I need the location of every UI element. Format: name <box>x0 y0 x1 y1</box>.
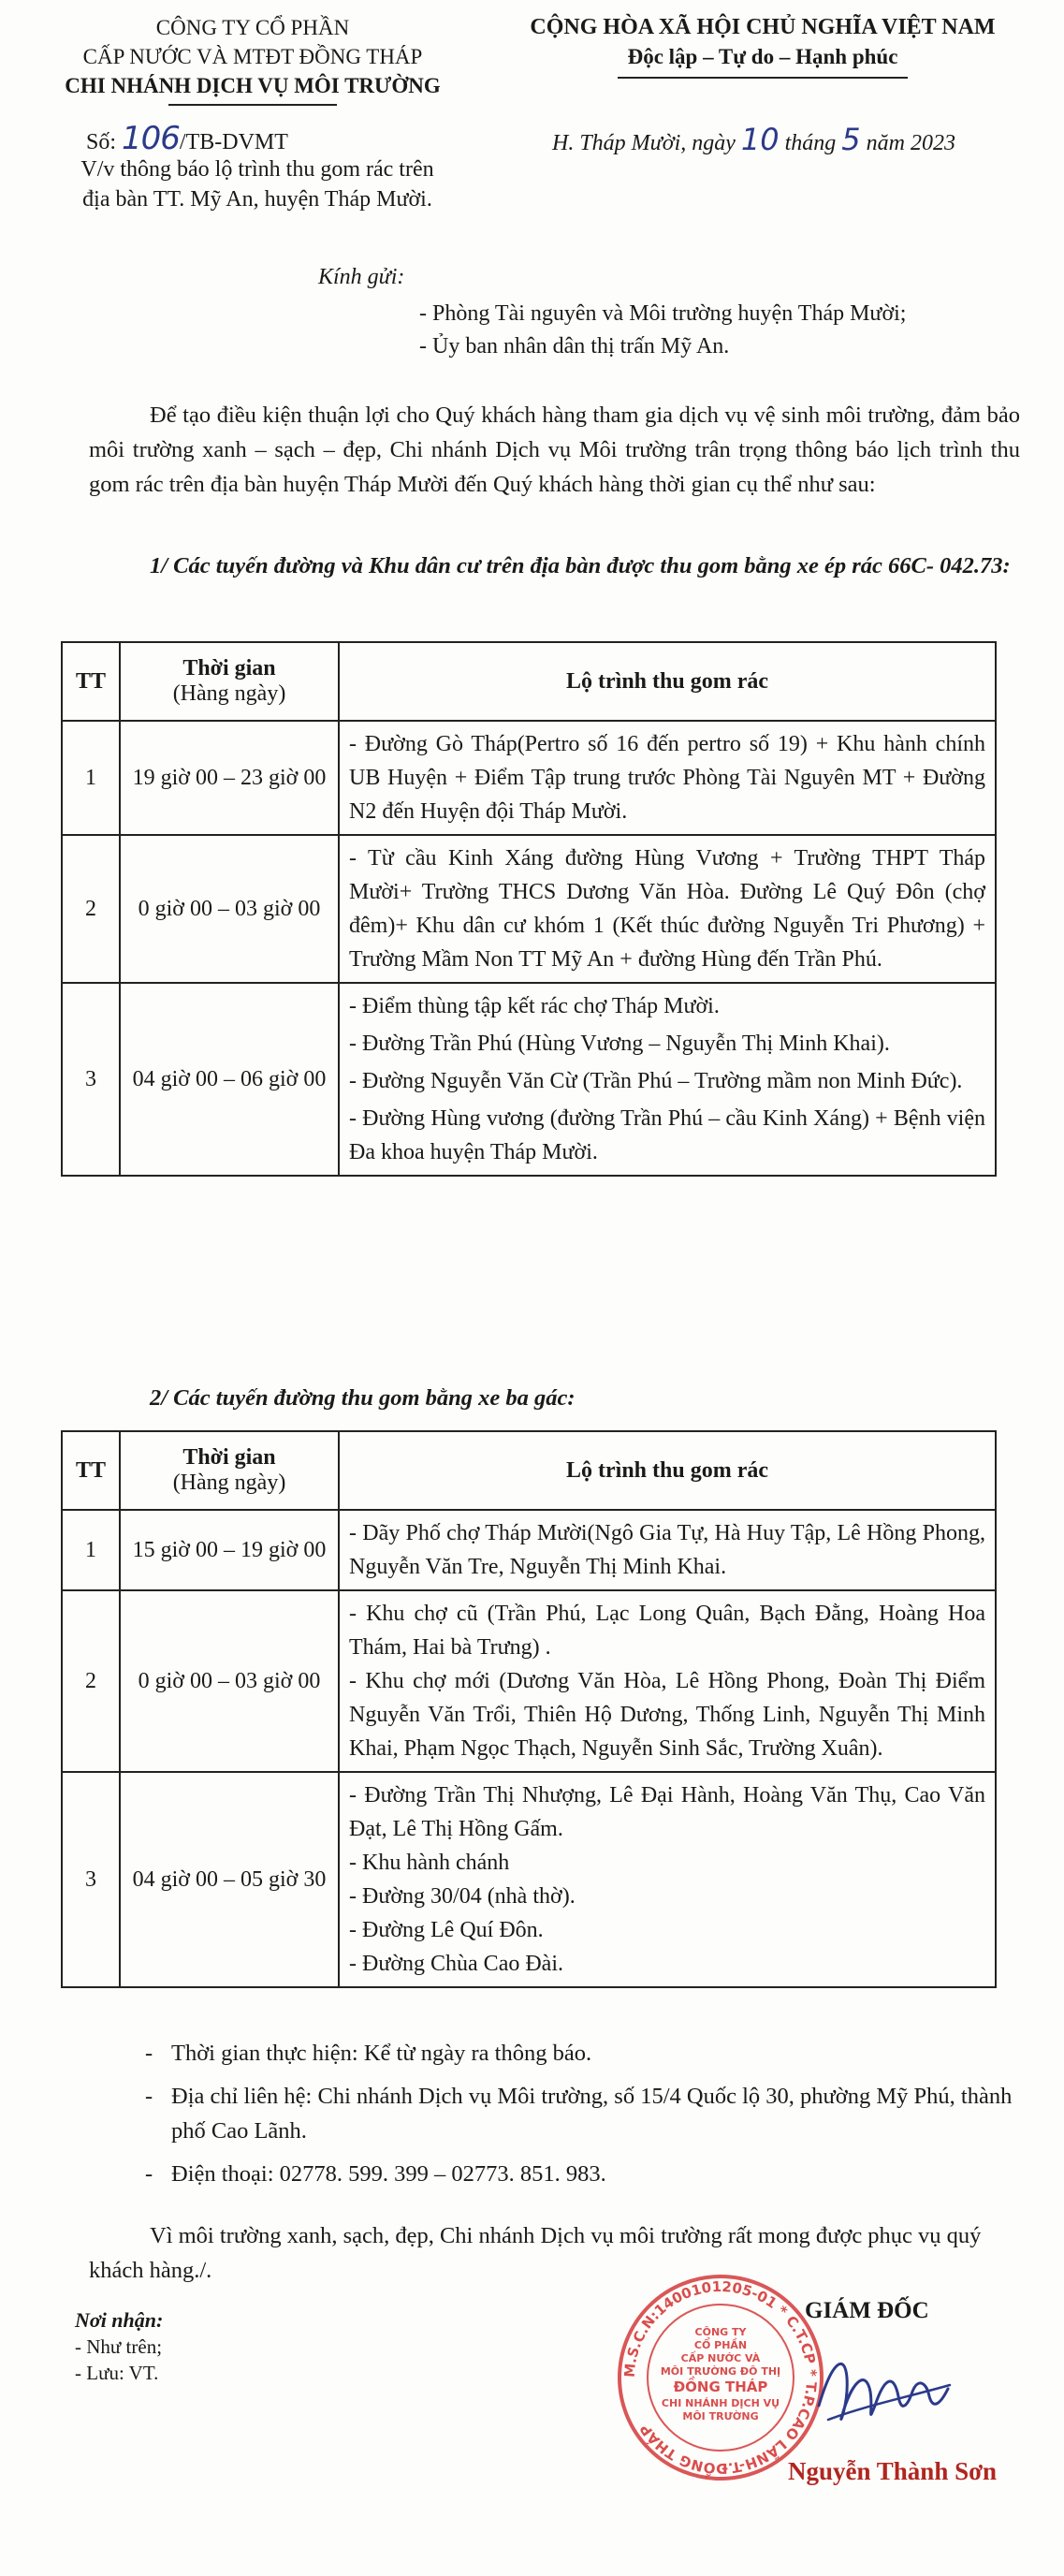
stamp-line: ĐỒNG THÁP <box>673 2378 768 2395</box>
nation-title: CỘNG HÒA XÃ HỘI CHỦ NGHĨA VIỆT NAM <box>530 15 996 39</box>
org-underline <box>168 104 337 106</box>
row-number: 3 <box>62 983 120 1176</box>
number-prefix: Số: <box>86 130 123 154</box>
recipients-label: Kính gửi: <box>318 265 405 289</box>
col-time-header <box>120 1431 339 1510</box>
schedule-table-1 <box>61 641 997 1177</box>
subject-line-1: V/v thông báo lộ trình thu gom rác trên <box>80 157 434 182</box>
row-route <box>339 1772 996 1987</box>
row-time: 19 giờ 00 – 23 giờ 00 <box>120 721 339 835</box>
date-month: 5 <box>841 122 861 157</box>
col-time-sub: (Hàng ngày) <box>172 1471 286 1495</box>
number-handwritten: 106 <box>122 120 180 157</box>
receiver-item: - Lưu: VT. <box>75 2362 159 2384</box>
recipients-list <box>419 298 906 363</box>
row-time: 15 giờ 00 – 19 giờ 00 <box>120 1510 339 1590</box>
nation-motto: Độc lập – Tự do – Hạnh phúc <box>627 45 898 68</box>
row-route <box>339 983 996 1176</box>
schedule-table-2 <box>61 1430 997 1988</box>
col-route-header: Lộ trình thu gom rác <box>339 1431 996 1510</box>
note-item <box>145 2157 1025 2191</box>
document-number <box>86 120 288 157</box>
row-route <box>339 721 996 835</box>
stamp-line: MÔI TRƯỜNG ĐÔ THỊ <box>660 2365 781 2378</box>
signature-title: GIÁM ĐỐC <box>805 2298 929 2323</box>
table-row <box>62 1590 996 1772</box>
org-line-3: CHI NHÁNH DỊCH VỤ MÔI TRƯỜNG <box>65 74 441 97</box>
recipient-item: - Phòng Tài nguyên và Môi trường huyện Tháp Mười; <box>419 301 907 326</box>
note-item <box>145 2036 1025 2071</box>
route-line: - Đường Trần Phú (Hùng Vương – Nguyễn Thị Minh Khai). <box>349 1032 890 1056</box>
route-line: - Đường 30/04 (nhà thờ). <box>349 1884 576 1909</box>
route-line: - Đường Trần Thị Nhượng, Lê Đại Hành, Hoàng Văn Thụ, Cao Văn Đạt, Lê Thị Hồng Gấm. <box>349 1783 985 1841</box>
row-route <box>339 835 996 983</box>
receivers-title: Nơi nhận: <box>75 2308 164 2332</box>
date-day: 10 <box>740 122 780 157</box>
table-header-row <box>62 642 996 721</box>
date-line <box>552 122 955 157</box>
row-time: 04 giờ 00 – 05 giờ 30 <box>120 1772 339 1987</box>
note-text: Điện thoại: 02778. 599. 399 – 02773. 851. 983. <box>171 2161 606 2187</box>
col-tt-header: TT <box>62 1431 120 1510</box>
note-text: Thời gian thực hiện: Kể từ ngày ra thông báo. <box>171 2041 592 2066</box>
stamp-line: CỔ PHẦN <box>693 2339 748 2351</box>
row-number: 3 <box>62 1772 120 1987</box>
bullet-dash: - <box>145 2084 153 2109</box>
closing-paragraph: Vì môi trường xanh, sạch, đẹp, Chi nhánh Dịch vụ môi trường rất mong được phục vụ quý khách hàng./. <box>89 2223 982 2283</box>
org-line-2: CẤP NƯỚC VÀ MTĐT ĐỒNG THÁP <box>82 45 423 68</box>
row-number: 1 <box>62 721 120 835</box>
bullet-dash: - <box>145 2041 153 2066</box>
intro-paragraph: Để tạo điều kiện thuận lợi cho Quý khách hàng tham gia dịch vụ vệ sinh môi trường, đảm bảo môi trường xanh – sạch – đẹp, Chi nhánh Dịch vụ Môi trường trân trọng thông báo lịch trình thu gom rác trên địa bàn huyện Tháp Mười đến Quý khách hàng thời gian cụ thể như sau: <box>89 402 1020 497</box>
date-year: năm 2023 <box>860 131 955 155</box>
org-line-1: CÔNG TY CỔ PHẦN <box>155 16 350 39</box>
route-line: - Đường Gò Tháp(Pertro số 16 đến pertro số 19) + Khu hành chính UB Huyện + Điểm Tập trung trước Phòng Tài Nguyên MT + Đường N2 đến Huyện đội Tháp Mười. <box>349 732 985 824</box>
organization-header <box>37 13 468 106</box>
route-line: - Đường Chùa Cao Đài. <box>349 1952 563 1976</box>
stamp-line: CẤP NƯỚC VÀ <box>680 2352 761 2364</box>
row-time: 04 giờ 00 – 06 giờ 00 <box>120 983 339 1176</box>
row-number: 1 <box>62 1510 120 1590</box>
stamp-line: MÔI TRƯỜNG <box>682 2410 759 2422</box>
route-line: - Đường Nguyễn Văn Cừ (Trần Phú – Trường mầm non Minh Đức). <box>349 1069 963 1093</box>
bullet-dash: - <box>145 2161 153 2187</box>
route-line: - Khu hành chánh <box>349 1851 510 1875</box>
signer-name: Nguyễn Thành Sơn <box>788 2457 998 2485</box>
receiver-item: - Như trên; <box>75 2335 163 2358</box>
row-number: 2 <box>62 1590 120 1772</box>
col-time-sub: (Hàng ngày) <box>172 681 286 706</box>
col-time-label: Thời gian <box>182 1445 276 1470</box>
route-line: - Điểm thùng tập kết rác chợ Tháp Mười. <box>349 994 720 1018</box>
stamp-ring-text: M.S.C.N:1400101205-01 * C.T.CP * T.P.CAO LÃNH-T.ĐỒNG THÁP <box>620 2277 821 2478</box>
table-row <box>62 983 996 1176</box>
route-line: - Đường Hùng vương (đường Trần Phú – cầu Kinh Xáng) + Bệnh viện Đa khoa huyện Tháp Mười. <box>349 1106 985 1164</box>
notes-list <box>145 2036 1025 2200</box>
row-number: 2 <box>62 835 120 983</box>
subject-line-2: địa bàn TT. Mỹ An, huyện Tháp Mười. <box>82 187 432 212</box>
route-line: - Dãy Phố chợ Tháp Mười(Ngô Gia Tự, Hà Huy Tập, Lê Hồng Phong, Nguyễn Văn Tre, Nguyễn Thị Minh Khai. <box>349 1521 985 1579</box>
route-line: - Khu chợ mới (Dương Văn Hòa, Lê Hồng Phong, Đoàn Thị Điểm Nguyễn Văn Trổi, Thiên Hộ Dương, Thống Linh, Nguyễn Thị Minh Khai, Phạm Ngọc Thạch, Nguyễn Sinh Sắc, Trường Xuân). <box>349 1669 985 1761</box>
national-header <box>487 13 1039 79</box>
note-item <box>145 2079 1025 2148</box>
table-row <box>62 1772 996 1987</box>
route-line: - Đường Lê Quí Đôn. <box>349 1918 544 1942</box>
signature-graphic <box>800 2340 959 2443</box>
stamp-line: CHI NHÁNH DỊCH VỤ <box>661 2397 780 2409</box>
col-time-header <box>120 642 339 721</box>
receivers-block <box>75 2307 163 2386</box>
table-row <box>62 1510 996 1590</box>
motto-underline <box>618 77 908 79</box>
stamp-line: CÔNG TY <box>694 2326 747 2338</box>
row-time: 0 giờ 00 – 03 giờ 00 <box>120 835 339 983</box>
stamp-graphic <box>613 2270 828 2485</box>
row-route <box>339 1510 996 1590</box>
row-time: 0 giờ 00 – 03 giờ 00 <box>120 1590 339 1772</box>
section-1-heading: 1/ Các tuyến đường và Khu dân cư trên địa bàn được thu gom bằng xe ép rác 66C- 042.73: <box>150 553 1011 578</box>
document-subject <box>37 154 477 214</box>
handwritten-signature <box>800 2340 959 2448</box>
recipient-item: - Ủy ban nhân dân thị trấn Mỹ An. <box>419 334 730 359</box>
table-row <box>62 721 996 835</box>
col-route-header: Lộ trình thu gom rác <box>339 642 996 721</box>
col-time-label: Thời gian <box>182 656 276 681</box>
row-route <box>339 1590 996 1772</box>
number-suffix: /TB-DVMT <box>179 130 288 154</box>
section-2-heading: 2/ Các tuyến đường thu gom bằng xe ba gác: <box>150 1385 576 1411</box>
date-place: H. Tháp Mười, ngày <box>552 131 741 155</box>
date-month-label: tháng <box>779 131 842 155</box>
route-line: - Từ cầu Kinh Xáng đường Hùng Vương + Trường THPT Tháp Mười+ Trường THCS Dương Văn Hòa. Đường Lê Quý Đôn (chợ đêm)+ Khu dân cư khóm 1 (Kết thúc đường Nguyễn Tri Phương) + Trường Mầm Non TT Mỹ An + đường Hùng đến Trần Phú. <box>349 846 985 972</box>
note-text: Địa chỉ liên hệ: Chi nhánh Dịch vụ Môi trường, số 15/4 Quốc lộ 30, phường Mỹ Phú, thành phố Cao Lãnh. <box>171 2084 1013 2144</box>
table-header-row <box>62 1431 996 1510</box>
table-row <box>62 835 996 983</box>
route-line: - Khu chợ cũ (Trần Phú, Lạc Long Quân, Bạch Đằng, Hoàng Hoa Thám, Hai bà Trưng) . <box>349 1602 985 1660</box>
col-tt-header: TT <box>62 642 120 721</box>
